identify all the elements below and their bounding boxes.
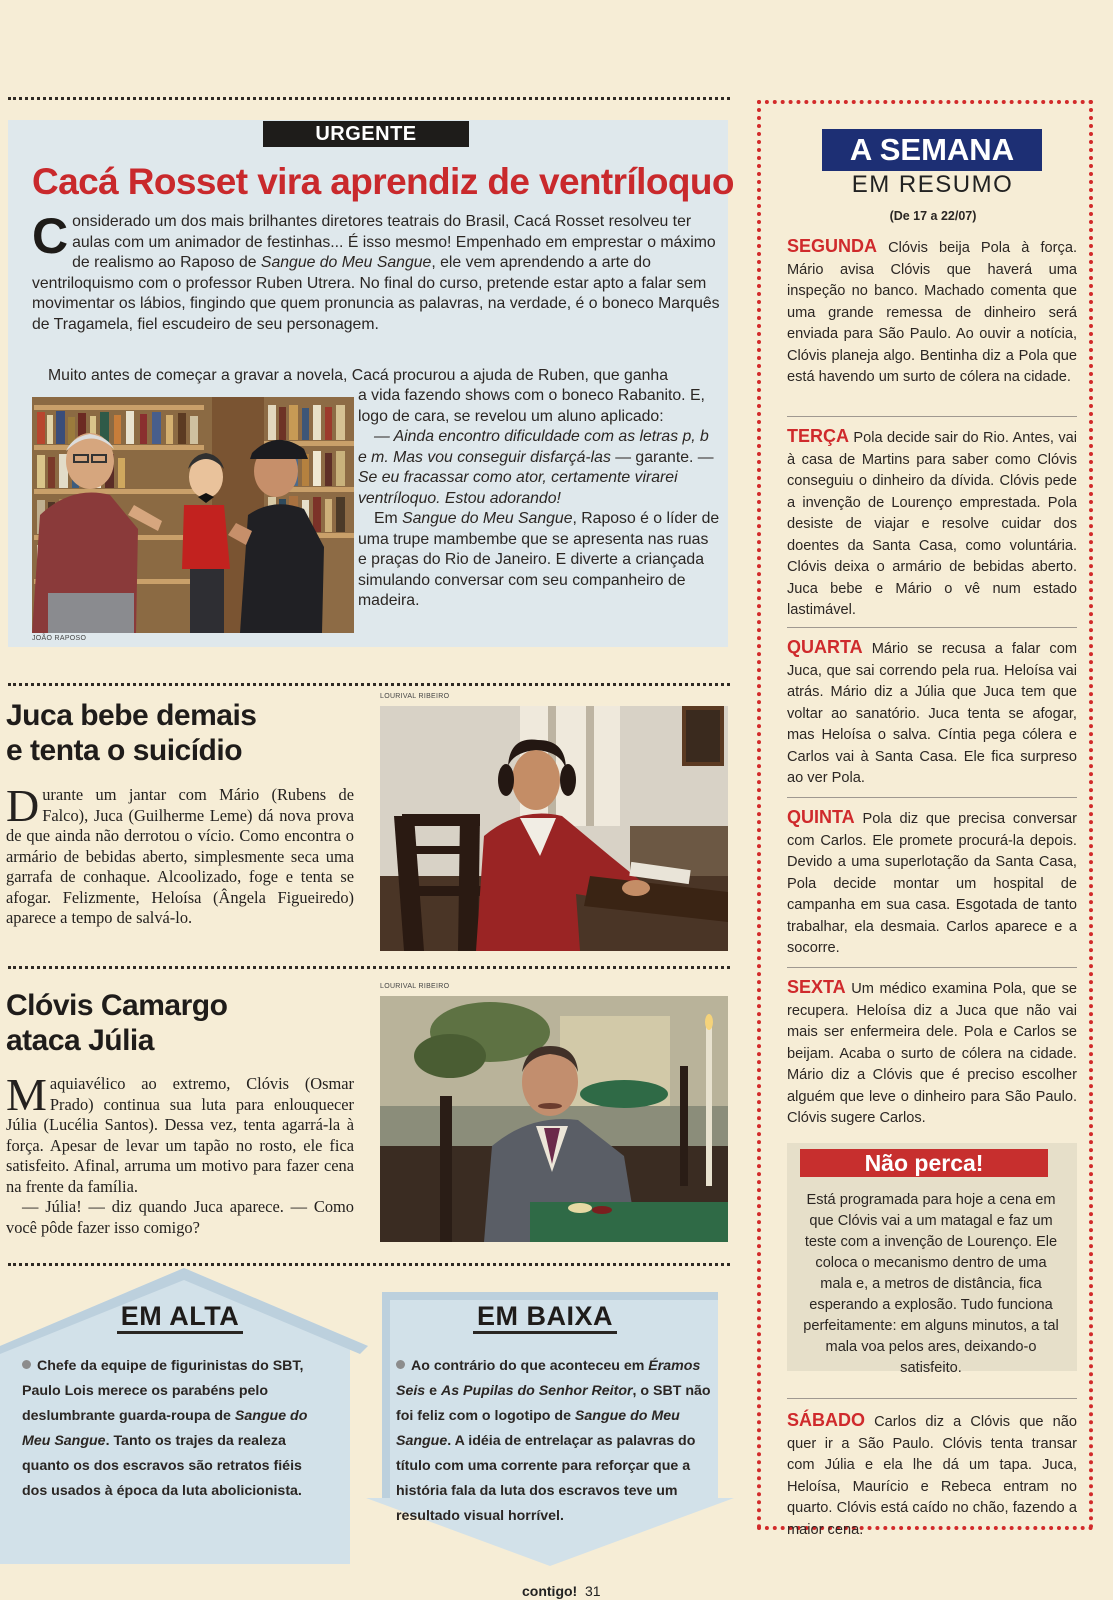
separator-clovis — [8, 966, 730, 969]
em-baixa-t6: Sangue do Meu Sangue — [396, 1408, 680, 1449]
photo-clovis-illustration — [380, 996, 728, 1242]
em-alta-text-post: . Tanto os trajes da realeza quanto os dos escravos são retratos fiéis dos usados à época da luta abolicionista. — [22, 1433, 302, 1499]
day-sabado-name: SÁBADO — [787, 1410, 866, 1430]
day-terca-text: Pola decide sair do Rio. Antes, vai à casa de Martins para saber como Clóvis conseguiu o dinheiro da dívida. Clóvis pede a invenção de Lourenço emprestada. Pola desiste de viajar e resolve cuidar dos doentes da Santa Casa, como voluntária. Clóvis deixa o armário de bebidas aberto. Juca bebe e Mário o vê num estado lastimável. — [787, 430, 1077, 618]
em-alta-text — [22, 1354, 322, 1504]
day-divider — [787, 416, 1077, 417]
juca-dropcap: D — [6, 780, 40, 831]
urgent-paragraph-1 — [32, 208, 720, 335]
semana-subtitle: EM RESUMO — [851, 171, 1014, 198]
urgent-right-column — [358, 386, 720, 612]
em-alta-text-pre: Chefe da equipe de figurinistas do SBT, Paulo Lois merece os parabéns pelo deslumbrante guarda-roupa de — [22, 1358, 304, 1424]
urgent-paragraph-2: Muito antes de começar a gravar a novela, Cacá procurou a ajuda de Ruben, que ganha — [48, 367, 668, 384]
em-baixa-t7: . A idéia de entrelaçar as palavras do título com uma corrente para reforçar que a história fala da luta dos escravos teve um resultado visual horrível. — [396, 1433, 696, 1524]
top-separator — [8, 97, 730, 100]
day-sexta-text: Um médico examina Pola, que se recupera. Heloísa diz a Juca que não vai mais ser enfermeira dele. Pola e Carlos se beijam. Acaba o surto de cólera na cidade. Mário diz a Clóvis que é preciso escolher alguém que leve o dinheiro para São Paulo. Clóvis sugere Carlos. — [787, 981, 1077, 1126]
day-divider — [787, 797, 1077, 798]
nao-perca-label: Não perca! — [800, 1149, 1048, 1177]
page-number: 31 — [585, 1583, 601, 1599]
em-alta-title-text: EM ALTA — [117, 1301, 243, 1334]
clovis-dropcap: M — [6, 1069, 47, 1120]
day-sabado-text: Carlos diz a Clóvis que não quer ir a São Paulo. Clóvis tenta transar com Júlia e ela lhe dá um tapa. Juca, Heloísa, Maurício e Rebeca entram no quarto. Clóvis está caído no chão, fazendo a maior cena. — [787, 1414, 1077, 1538]
day-sexta — [787, 977, 1077, 1130]
urgent-quote — [358, 427, 720, 509]
clovis-body — [6, 1069, 354, 1197]
urgent-quote-1: — Ainda encontro dificuldade com as letras p, b e m. Mas vou conseguir disfarçá-las — [358, 428, 709, 466]
urgent-quote-2: Se eu fracassar como ator, certamente virarei ventríloquo. Estou adorando! — [358, 469, 678, 507]
day-divider — [787, 627, 1077, 628]
day-segunda-name: SEGUNDA — [787, 236, 878, 256]
em-alta-text-title: Sangue do Meu Sangue — [22, 1408, 308, 1449]
day-sabado — [787, 1410, 1077, 1541]
urgent-paragraph-3 — [358, 509, 720, 612]
em-baixa-title-text: EM BAIXA — [473, 1301, 617, 1334]
em-alta-title — [60, 1300, 300, 1332]
footer-brand: contigo! — [522, 1583, 578, 1599]
em-baixa-text — [396, 1354, 714, 1529]
em-baixa-t1: Ao contrário do que aconteceu em — [411, 1358, 649, 1374]
em-baixa-t3: e — [425, 1383, 441, 1399]
em-baixa-t4: As Pupilas do Senhor Reitor — [440, 1383, 633, 1399]
day-terca-name: TERÇA — [787, 426, 849, 446]
separator-ribbons — [8, 1263, 730, 1266]
em-baixa-t5: , o SBT não foi feliz com o logotipo de — [396, 1383, 711, 1424]
urgent-dropcap: C — [32, 208, 69, 264]
urgent-p1-part-b: , ele vem aprendendo a arte do ventriloquismo com o professor Ruben Utrera. No final do curso, pretende estar apto a falar sem movimentar os lábios, fingindo que quem pronuncia as palavras, na verdade, é o boneco Marquês de Tragamela, fiel escudeiro de seu personagem. — [32, 254, 720, 333]
photo-clovis-camargo — [380, 996, 728, 1242]
urgent-label: URGENTE — [263, 121, 469, 147]
photo-ventriloquist-illustration — [32, 397, 354, 633]
page-footer — [522, 1583, 601, 1599]
em-baixa-title — [420, 1300, 670, 1332]
juca-headline — [6, 698, 366, 768]
day-quarta-text: Mário se recusa a falar com Juca, que sai correndo pela rua. Heloísa vai atrás. Mário diz a Júlia que Juca tem que voltar ao sanatório. Juca tenta se afogar, mas Heloísa o salva. Cíntia pega cólera e Carlos vai à Santa Casa. Ele fica surpreso ao ver Pola. — [787, 641, 1077, 786]
clovis-body-2: — Júlia! — diz quando Juca aparece. — Como você pôde fazer isso comigo? — [6, 1197, 354, 1237]
day-quarta-name: QUARTA — [787, 637, 863, 657]
day-quinta-name: QUINTA — [787, 807, 855, 827]
semana-dates: (De 17 a 22/07) — [889, 209, 977, 223]
clovis-headline-line-1: Clóvis Camargo — [6, 989, 228, 1022]
urgent-headline: Cacá Rosset vira aprendiz de ventríloquo — [32, 161, 734, 202]
day-divider — [787, 967, 1077, 968]
clovis-headline — [6, 988, 366, 1058]
urgent-p1-part-a: onsiderado um dos mais brilhantes diretores teatrais do Brasil, Cacá Rosset resolveu ter aulas com um animador de festinhas... É isso mesmo! Empenhado em emprestar o máximo de realismo ao Raposo de — [72, 213, 716, 271]
day-quarta — [787, 637, 1077, 790]
clovis-headline-line-2: ataca Júlia — [6, 1024, 154, 1057]
day-terca — [787, 426, 1077, 622]
em-baixa-t2: Éramos Seis — [396, 1358, 701, 1399]
urgent-p3-title: Sangue do Meu Sangue — [402, 510, 573, 527]
day-divider — [787, 1398, 1077, 1399]
urgent-p3-pre: Em — [374, 510, 403, 527]
semana-title: A SEMANA — [822, 129, 1042, 171]
day-quinta — [787, 807, 1077, 960]
day-segunda — [787, 236, 1077, 389]
day-quinta-text: Pola diz que precisa conversar com Carlos. Ele promete procurá-la depois. Devido a uma superlotação da Santa Casa, Pola decide montar um hospital de campanha em sua casa. Esgotada de tanto trabalhar, ela desmaia. Carlos aparece e a socorre. — [787, 811, 1077, 956]
urgent-p1-title: Sangue do Meu Sangue — [260, 254, 432, 271]
juca-headline-line-1: Juca bebe demais — [6, 699, 257, 732]
urgent-quote-1-tail: — garante. — — [610, 448, 714, 466]
urgent-p3-post: , Raposo é o líder de uma trupe mambembe que se apresenta nas ruas e praças do Rio de Janeiro. E diverte a criançada simulando conversar com seu companheiro de madeira. — [358, 510, 720, 609]
juca-photo-credit: LOURIVAL RIBEIRO — [380, 693, 450, 700]
urgent-col-p2-tail: a vida fazendo shows com o boneco Rabanito. E, logo de cara, se revelou um aluno aplicado: — [358, 387, 705, 425]
juca-body — [6, 780, 354, 929]
separator-juca — [8, 683, 730, 686]
photo-caca-rosset-ventriloquist — [32, 397, 354, 633]
juca-headline-line-2: e tenta o suicídio — [6, 734, 243, 767]
day-segunda-text: Clóvis beija Pola à força. Mário avisa Clóvis que haverá uma inspeção no banco. Machado comenta que uma grande remessa de dinheiro será enviada para São Paulo. Ao ouvir a notícia, Clóvis planeja algo. Bentinha diz a Pola que está havendo um surto de cólera na cidade. — [787, 240, 1077, 385]
photo-juca-illustration — [380, 706, 728, 951]
urgent-photo-credit: JOÃO RAPOSO — [32, 635, 87, 642]
clovis-body-text: aquiavélico ao extremo, Clóvis (Osmar Prado) continua sua luta para enlouquecer Júlia (Lucélia Santos). Dessa vez, tenta agarrá-la à força. Apesar de levar um tapão no rosto, ele fica satisfeito. Afinal, arruma um motivo para fazer cena na frente da família. — [6, 1074, 354, 1196]
day-sexta-name: SEXTA — [787, 977, 846, 997]
juca-body-text: urante um jantar com Mário (Rubens de Falco), Juca (Guilherme Leme) dá nova prova de que ainda não derrotou o vício. Como encontra o armário de bebidas aberto, simplesmente seca uma garrafa de conhaque. Alcoolizado, foge e tenta se afogar. Felizmente, Heloísa (Ângela Figueiredo) aparece a tempo de salvá-lo. — [6, 785, 354, 927]
nao-perca-text: Está programada para hoje a cena em que Clóvis vai a um matagal e faz um teste com a invenção de Lourenço. Ele coloca o mecanismo dentro de uma mala e, a metros de distância, fica esperando a explosão. Tudo funciona perfeitamente: em alguns minutos, a tal mala voa pelos ares, deixando-o satisfeito. — [803, 1192, 1059, 1376]
em-alta-bullet-icon — [22, 1360, 31, 1369]
em-baixa-bullet-icon — [396, 1360, 405, 1369]
photo-juca-drinking — [380, 706, 728, 951]
clovis-photo-credit: LOURIVAL RIBEIRO — [380, 983, 450, 990]
